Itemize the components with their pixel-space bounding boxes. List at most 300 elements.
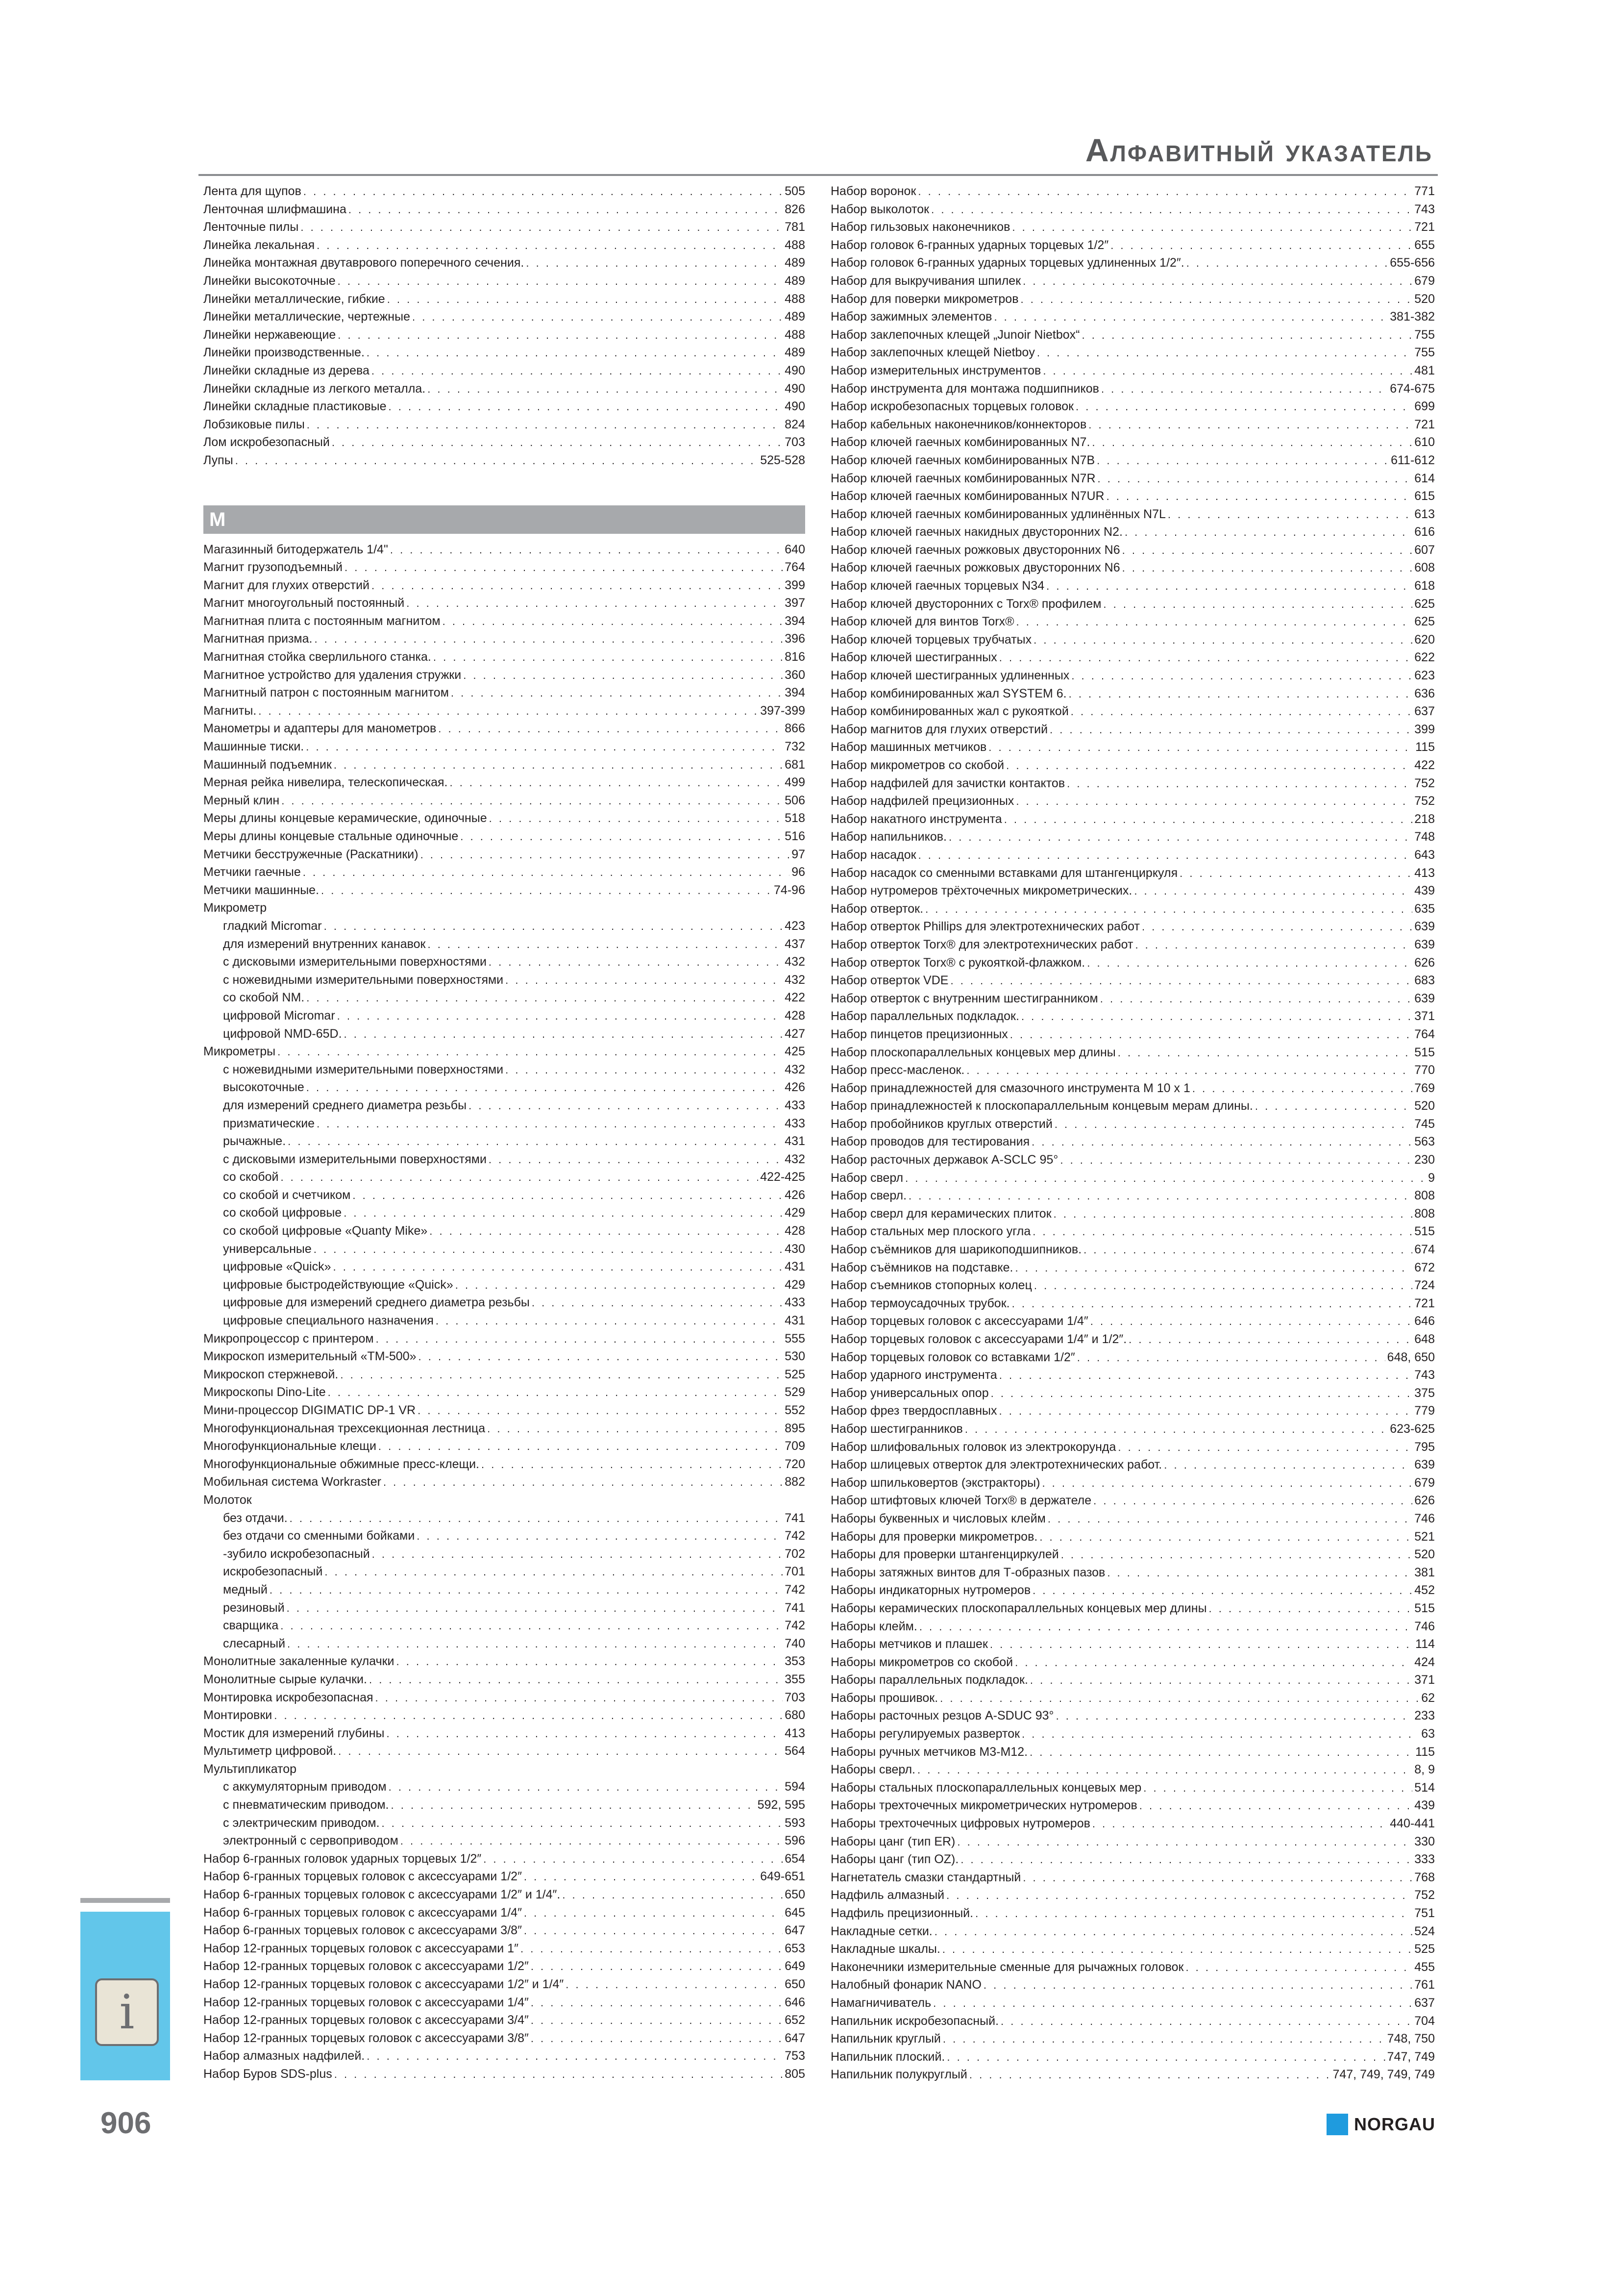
dot-leader xyxy=(420,846,790,864)
index-entry xyxy=(203,666,805,684)
entry-page: 74-96 xyxy=(774,883,805,897)
entry-page: 743 xyxy=(1414,1368,1435,1382)
index-entry xyxy=(203,2065,805,2083)
index-entry xyxy=(831,577,1435,595)
entry-page: 422 xyxy=(785,991,805,1005)
index-entry xyxy=(831,254,1435,272)
entry-term: Микрометры xyxy=(203,1045,276,1059)
index-entry xyxy=(831,595,1435,613)
index-entry xyxy=(203,433,805,451)
index-entry xyxy=(203,2029,805,2047)
entry-term: Наборы стальных плоскопараллельных концевых мер xyxy=(831,1780,1142,1795)
index-entry xyxy=(203,182,805,200)
entry-term: Набор шпильковертов (экстракторы) xyxy=(831,1475,1040,1490)
entry-page: 218 xyxy=(1414,812,1435,826)
index-entry xyxy=(831,218,1435,236)
entry-page: 397 xyxy=(785,596,805,610)
entry-page: 895 xyxy=(785,1421,805,1435)
index-entry xyxy=(831,1097,1435,1115)
index-entry xyxy=(831,685,1435,703)
entry-term: медный xyxy=(223,1582,268,1597)
entry-page: 636 xyxy=(1414,686,1435,700)
entry-page: 623-625 xyxy=(1390,1422,1435,1436)
dot-leader xyxy=(338,326,783,344)
index-entry xyxy=(831,1312,1435,1330)
dot-leader xyxy=(300,219,783,236)
dot-leader xyxy=(1125,524,1412,541)
entry-page: 648, 650 xyxy=(1387,1350,1435,1364)
entry-term: Мерная рейка нивелира, телескопическая. xyxy=(203,775,448,790)
entry-term: Напильник искробезопасный. xyxy=(831,2014,999,2028)
entry-page: 381 xyxy=(1414,1565,1435,1579)
entry-page: 639 xyxy=(1414,920,1435,934)
entry-term: цифровые специального назначения xyxy=(223,1314,434,1328)
dot-leader xyxy=(270,1581,783,1599)
entry-page: 674-675 xyxy=(1390,381,1435,396)
dot-leader xyxy=(390,541,783,559)
dot-leader xyxy=(1010,1026,1412,1044)
dot-leader xyxy=(1016,613,1413,631)
entry-page: 683 xyxy=(1414,973,1435,988)
entry-page: 397-399 xyxy=(760,703,805,718)
dot-leader xyxy=(235,452,759,470)
index-entry xyxy=(831,810,1435,828)
title-rule xyxy=(198,174,1438,176)
entry-page: 654 xyxy=(785,1851,805,1866)
index-entry xyxy=(831,1510,1435,1528)
entry-page: 742 xyxy=(785,1619,805,1633)
dot-leader xyxy=(1016,793,1412,810)
entry-page: 614 xyxy=(1414,471,1435,485)
entry-term: Меры длины концевые стальные одиночные xyxy=(203,829,459,843)
entry-page: 637 xyxy=(1414,704,1435,719)
entry-page: 764 xyxy=(785,560,805,574)
entry-page: 489 xyxy=(785,274,805,288)
index-entry xyxy=(831,1653,1435,1672)
index-entry xyxy=(831,1438,1435,1456)
index-entry xyxy=(831,1187,1435,1205)
entry-term: цифровой Micromar xyxy=(223,1008,335,1023)
index-entry xyxy=(831,1384,1435,1402)
index-entry xyxy=(203,792,805,810)
index-entry xyxy=(831,1976,1435,1994)
dot-leader xyxy=(387,291,783,308)
entry-term: Лента для щупов xyxy=(203,184,301,198)
entry-term: Наборы клейм. xyxy=(831,1619,917,1633)
dot-leader xyxy=(531,2012,783,2029)
dot-leader xyxy=(562,1886,783,1904)
entry-term: Набор отверток. xyxy=(831,901,924,916)
entry-term: Линейки высокоточные xyxy=(203,274,336,288)
index-entry xyxy=(831,1599,1435,1618)
dot-leader xyxy=(376,1330,783,1348)
entry-page: 552 xyxy=(785,1403,805,1417)
entry-page: 866 xyxy=(785,722,805,736)
entry-page: 741 xyxy=(785,1600,805,1615)
dot-leader xyxy=(258,702,758,720)
index-entry xyxy=(203,1796,805,1814)
entry-term: Многофункциональные обжимные пресс-клещи. xyxy=(203,1457,479,1471)
entry-page: 431 xyxy=(785,1134,805,1148)
entry-page: 432 xyxy=(785,973,805,987)
entry-term: Набор магнитов для глухих отверстий xyxy=(831,722,1048,736)
dot-leader xyxy=(371,362,783,380)
entry-term: Набор пинцетов прецизионных xyxy=(831,1027,1008,1041)
index-entry xyxy=(831,1492,1435,1510)
entry-page: 506 xyxy=(785,793,805,807)
index-entry xyxy=(831,272,1435,290)
index-entry xyxy=(831,1546,1435,1564)
index-entry xyxy=(831,200,1435,219)
entry-term: -зубило искробезопасный xyxy=(223,1547,370,1561)
entry-term: Намагничиватель xyxy=(831,1996,932,2010)
index-list-n xyxy=(831,182,1435,2084)
entry-term: Магнитный патрон с постоянным магнитом xyxy=(203,686,449,700)
index-entry xyxy=(203,1007,805,1025)
dot-leader xyxy=(957,1833,1412,1851)
index-entry xyxy=(831,1025,1435,1044)
entry-term: Накладные шкалы. xyxy=(831,1942,940,1956)
entry-page: 637 xyxy=(1414,1996,1435,2010)
entry-term: Набор ключей торцевых трубчатых xyxy=(831,632,1032,647)
entry-term: Набор 12-гранных торцевых головок с аксессуарами 1/4″ xyxy=(203,1995,529,2009)
dot-leader xyxy=(290,1510,783,1527)
dot-leader xyxy=(1087,954,1412,972)
entry-term: Набор 12-гранных торцевых головок с аксессуарами 1″ xyxy=(203,1941,518,1955)
entry-page: 424 xyxy=(1414,1655,1435,1669)
entry-term: Линейки производственные. xyxy=(203,346,365,360)
entry-term: Набор накатного инструмента xyxy=(831,812,1002,826)
entry-term: Напильник плоский. xyxy=(831,2049,945,2064)
entry-term: Магнитная плита с постоянным магнитом xyxy=(203,614,441,628)
dot-leader xyxy=(321,882,772,899)
entry-page: 399 xyxy=(1414,722,1435,736)
dot-leader xyxy=(333,1258,783,1276)
dot-leader xyxy=(489,810,783,827)
dot-leader xyxy=(334,756,783,774)
entry-term: Набор микрометров со скобой xyxy=(831,758,1005,772)
entry-term: Машинные тиски. xyxy=(203,740,304,754)
entry-term: сварщика xyxy=(223,1619,279,1633)
entry-page: 481 xyxy=(1414,363,1435,377)
entry-term: Нагнетатель смазки стандартный xyxy=(831,1870,1021,1884)
dot-leader xyxy=(988,739,1413,756)
entry-page: 396 xyxy=(785,632,805,646)
dot-leader xyxy=(1100,990,1413,1008)
index-entry xyxy=(203,1150,805,1169)
entry-page: 626 xyxy=(1414,1494,1435,1508)
index-entry xyxy=(203,594,805,612)
entry-page: 563 xyxy=(1414,1135,1435,1149)
index-entry xyxy=(831,828,1435,846)
dot-leader xyxy=(344,1025,783,1043)
dot-leader xyxy=(1118,1044,1413,1062)
dot-leader xyxy=(451,684,783,702)
entry-term: цифровые быстродействующие «Quick» xyxy=(223,1277,453,1292)
entry-page: 645 xyxy=(785,1905,805,1920)
entry-term: Набор пресс-масленок. xyxy=(831,1063,965,1077)
index-entry xyxy=(831,1151,1435,1169)
entry-term: Набор съёмников для шарикоподшипников. xyxy=(831,1243,1082,1257)
index-entry xyxy=(203,1850,805,1868)
entry-term: Набор ключей шестигранных xyxy=(831,650,997,665)
dot-leader xyxy=(1006,757,1412,774)
index-entry xyxy=(203,1401,805,1420)
index-entry xyxy=(831,649,1435,667)
entry-page: 428 xyxy=(785,1224,805,1238)
entry-page: 655-656 xyxy=(1390,256,1435,270)
index-entry xyxy=(831,326,1435,344)
index-entry xyxy=(831,1671,1435,1689)
index-entry xyxy=(203,1455,805,1473)
index-entry xyxy=(831,398,1435,416)
entry-page: 647 xyxy=(785,2031,805,2045)
dot-leader xyxy=(1122,542,1413,559)
entry-page: 639 xyxy=(1414,991,1435,1005)
entry-term: Монолитные сырые кулачки. xyxy=(203,1672,367,1686)
entry-page: 623 xyxy=(1414,669,1435,683)
index-entry xyxy=(203,953,805,971)
entry-term: Набор алмазных надфилей. xyxy=(203,2049,365,2063)
dot-leader xyxy=(280,1617,783,1635)
entry-term: Магнитная призма. xyxy=(203,632,313,646)
dot-leader xyxy=(427,380,783,398)
entry-page: 413 xyxy=(785,1726,805,1740)
entry-term: Линейки складные из легкого металла. xyxy=(203,381,426,396)
index-entry xyxy=(831,182,1435,200)
index-entry xyxy=(831,505,1435,524)
dot-leader xyxy=(1255,1098,1412,1115)
index-entry xyxy=(203,917,805,935)
entry-term: Набор съёмников на подставке. xyxy=(831,1260,1013,1274)
entry-term: Набор 12-гранных торцевых головок с аксессуарами 1/2″ xyxy=(203,1959,529,1973)
entry-page: 674 xyxy=(1414,1243,1435,1257)
entry-term: Набор ключей гаечных комбинированных удлинённых N7L xyxy=(831,507,1166,521)
index-entry xyxy=(203,1635,805,1653)
entry-term: Магнитная стойка сверлильного станка. xyxy=(203,650,431,664)
index-entry xyxy=(831,308,1435,326)
entry-term: универсальные xyxy=(223,1242,312,1256)
entry-term: Набор искробезопасных торцевых головок xyxy=(831,399,1074,414)
dot-leader xyxy=(999,1367,1413,1384)
entry-term: Монолитные закаленные кулачки xyxy=(203,1654,394,1669)
dot-leader xyxy=(487,1420,783,1438)
entry-page: 746 xyxy=(1414,1511,1435,1525)
section-spacer xyxy=(203,470,805,505)
entry-term: Магнит для глухих отверстий xyxy=(203,578,370,592)
entry-term: Набор торцевых головок с аксессуарами 1/4″ xyxy=(831,1314,1088,1328)
index-entry xyxy=(831,1259,1435,1277)
entry-page: 8, 9 xyxy=(1414,1763,1435,1777)
index-entry xyxy=(831,1474,1435,1492)
entry-term: Набор 6-гранных торцевых головок с аксессуарами 1/4″ xyxy=(203,1905,522,1920)
entry-term: Набор нутромеров трёхточечных микрометрических. xyxy=(831,884,1132,898)
entry-page: 371 xyxy=(1414,1673,1435,1687)
entry-term: Набор сверл для керамических плиток xyxy=(831,1206,1052,1221)
entry-page: 437 xyxy=(785,937,805,951)
dot-leader xyxy=(1192,1080,1412,1098)
index-entry xyxy=(831,900,1435,918)
entry-page: 748, 750 xyxy=(1387,2032,1435,2046)
entry-term: со скобой и счетчиком xyxy=(223,1188,351,1202)
index-list-m xyxy=(203,541,805,2083)
entry-term: цифровые «Quick» xyxy=(223,1260,331,1274)
entry-page: 371 xyxy=(1414,1009,1435,1023)
dot-leader xyxy=(960,1851,1412,1869)
entry-page: 9 xyxy=(1428,1171,1435,1185)
entry-page: 355 xyxy=(785,1672,805,1686)
entry-page: 752 xyxy=(1414,794,1435,808)
entry-term: Набор торцевых головок со вставками 1/2″ xyxy=(831,1350,1075,1364)
entry-term: Линейки нержавеющие xyxy=(203,327,336,342)
index-entry xyxy=(831,882,1435,900)
entry-term: Магнит многоугольный постоянный xyxy=(203,596,405,610)
entry-page: 620 xyxy=(1414,632,1435,647)
entry-page: 413 xyxy=(1414,866,1435,880)
entry-term: Многофункциональная трехсекционная лестница xyxy=(203,1421,486,1435)
entry-page: 97 xyxy=(791,847,805,861)
entry-page: 635 xyxy=(1414,901,1435,916)
entry-term: Монтировки xyxy=(203,1708,272,1722)
entry-term: Набор зажимных элементов xyxy=(831,310,992,324)
entry-term: с электрическим приводом. xyxy=(223,1816,380,1830)
entry-page: 748 xyxy=(1414,830,1435,844)
dot-leader xyxy=(1023,273,1412,290)
entry-page: 747, 749, 749, 749 xyxy=(1332,2068,1435,2082)
dot-leader xyxy=(306,989,783,1007)
entry-page: 505 xyxy=(785,184,805,198)
entry-term: Набор для поверки микрометров xyxy=(831,292,1019,306)
index-entry xyxy=(203,1994,805,2012)
dot-leader xyxy=(1209,1600,1413,1618)
entry-term: Набор ключей шестигранных удлиненных xyxy=(831,669,1070,683)
index-entry xyxy=(203,1814,805,1832)
dot-leader xyxy=(371,577,783,595)
entry-term: Набор надфилей для зачистки контактов xyxy=(831,776,1065,790)
index-entry xyxy=(831,1958,1435,1976)
entry-term: Набор съемников стопорных колец xyxy=(831,1278,1032,1293)
dot-leader xyxy=(1043,362,1412,380)
index-entry xyxy=(203,1204,805,1222)
dot-leader xyxy=(946,1887,1412,1904)
entry-page: 518 xyxy=(785,811,805,825)
section-header-m: М xyxy=(203,505,805,534)
dot-leader xyxy=(969,2066,1331,2084)
entry-page: 431 xyxy=(785,1314,805,1328)
dot-leader xyxy=(382,1815,783,1832)
index-entry xyxy=(203,1240,805,1258)
index-entry xyxy=(831,1743,1435,1761)
entry-term: Набор Буров SDS-plus xyxy=(203,2067,332,2081)
entry-term: Наборы трехточечных цифровых нутромеров xyxy=(831,1817,1090,1831)
dot-leader xyxy=(1042,1474,1412,1492)
index-entry xyxy=(203,1706,805,1724)
dot-leader xyxy=(314,1241,783,1258)
entry-term: Набор кабельных наконечников/коннекторов xyxy=(831,417,1087,431)
entry-page: 643 xyxy=(1414,848,1435,862)
dot-leader xyxy=(468,1097,783,1115)
entry-term: Набор термоусадочных трубок. xyxy=(831,1296,1010,1310)
index-entry xyxy=(203,308,805,326)
dot-leader xyxy=(306,1079,783,1097)
index-entry xyxy=(203,1043,805,1061)
entry-page: 639 xyxy=(1414,1458,1435,1472)
entry-page: 650 xyxy=(785,1977,805,1991)
dot-leader xyxy=(1186,254,1388,272)
entry-page: 429 xyxy=(785,1277,805,1292)
entry-page: 679 xyxy=(1414,274,1435,288)
entry-page: 771 xyxy=(1414,184,1435,198)
entry-page: 779 xyxy=(1414,1404,1435,1418)
index-entry xyxy=(831,1707,1435,1725)
index-entry xyxy=(203,576,805,595)
dot-leader xyxy=(314,630,783,648)
dot-leader xyxy=(1185,1959,1412,1976)
entry-page: 514 xyxy=(1414,1780,1435,1795)
entry-term: Наконечники измерительные сменные для рычажных головок xyxy=(831,1960,1184,1974)
index-list-l xyxy=(203,182,805,470)
entry-page: 611-612 xyxy=(1391,453,1435,467)
entry-term: Лом искробезопасный xyxy=(203,435,330,449)
index-entry xyxy=(203,1061,805,1079)
index-entry xyxy=(831,2066,1435,2084)
entry-term: Набор шестигранников xyxy=(831,1422,963,1436)
index-entry xyxy=(831,1276,1435,1295)
index-entry xyxy=(203,1366,805,1384)
index-entry xyxy=(203,1545,805,1563)
index-entry xyxy=(831,1833,1435,1851)
entry-term: Набор ключей гаечных рожковых двусторонних N6 xyxy=(831,543,1120,557)
index-entry xyxy=(203,684,805,702)
entry-page: 781 xyxy=(785,220,805,234)
index-entry xyxy=(831,541,1435,559)
dot-leader xyxy=(449,774,783,792)
entry-term: Набор отверток VDE xyxy=(831,973,949,988)
entry-page: 394 xyxy=(785,686,805,700)
entry-term: со скобой NM. xyxy=(223,991,305,1005)
entry-term: Набор машинных метчиков xyxy=(831,740,987,754)
entry-page: 430 xyxy=(785,1242,805,1256)
entry-page: 432 xyxy=(785,955,805,969)
dot-leader xyxy=(1061,1546,1413,1564)
entry-term: Набор 12-гранных торцевых головок с аксессуарами 3/8″ xyxy=(203,2031,529,2045)
entry-term: Микроскопы Dino-Lite xyxy=(203,1385,326,1399)
entry-term: Ленточная шлифмашина xyxy=(203,202,346,216)
entry-term: Микроскоп стержневой. xyxy=(203,1367,339,1381)
entry-term: Наборы сверл. xyxy=(831,1763,915,1777)
index-entry xyxy=(203,1294,805,1312)
index-entry xyxy=(831,721,1435,739)
entry-page: 721 xyxy=(1414,220,1435,234)
entry-page: 610 xyxy=(1414,435,1435,449)
dot-leader xyxy=(378,1438,783,1455)
index-entry xyxy=(203,1975,805,1994)
dot-leader xyxy=(307,416,783,434)
entry-page: 515 xyxy=(1414,1045,1435,1059)
dot-leader xyxy=(1103,596,1412,613)
entry-page: 753 xyxy=(785,2049,805,2063)
entry-page: 625 xyxy=(1414,615,1435,629)
entry-page: 649 xyxy=(785,1959,805,1973)
index-entry xyxy=(831,1366,1435,1384)
entry-term: Набор шлицевых отверток для электротехнических работ. xyxy=(831,1458,1162,1472)
entry-term: цифровой NMD-65D. xyxy=(223,1026,342,1041)
index-entry xyxy=(203,326,805,344)
entry-page: 761 xyxy=(1414,1978,1435,1992)
dot-leader xyxy=(999,649,1413,667)
index-entry xyxy=(831,918,1435,936)
entry-page: 742 xyxy=(785,1582,805,1597)
